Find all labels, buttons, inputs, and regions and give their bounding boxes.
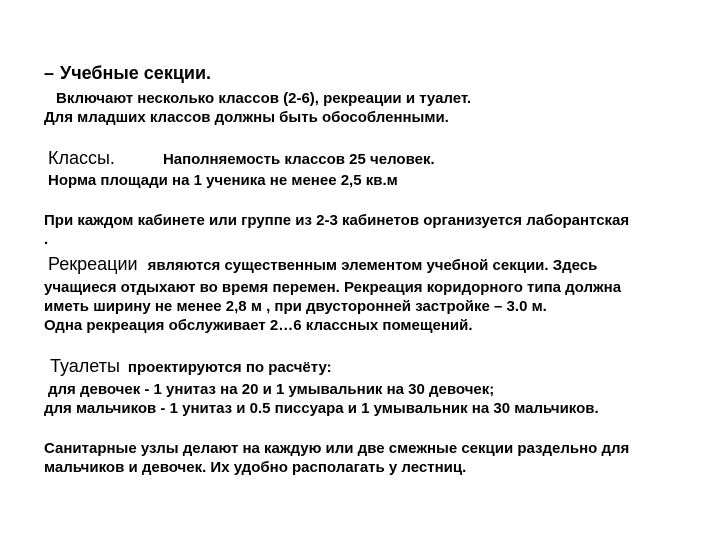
- classes-row: [48, 149, 435, 169]
- section-title: [44, 62, 211, 84]
- title-dash: –: [44, 63, 55, 83]
- toilets-row: [50, 357, 332, 377]
- sanitary-line-2: мальчиков и девочек. Их удобно располагать у лестниц.: [44, 459, 467, 476]
- recreations-line-2: учащиеся отдыхают во время перемен. Рекреация коридорного типа должна: [44, 279, 622, 296]
- classes-line-1: Наполняемость классов 25 человек.: [162, 151, 435, 168]
- recreations-line-1: являются существенным элементом учебной секции. Здесь: [147, 257, 598, 274]
- intro-line-1: Включают несколько классов (2-6), рекреации и туалет.: [56, 90, 472, 107]
- toilets-heading: Туалеты: [50, 356, 120, 376]
- toilets-line-2: для девочек - 1 унитаз на 20 и 1 умывальник на 30 девочек;: [48, 381, 495, 398]
- classes-line-2: Норма площади на 1 ученика не менее 2,5 кв.м: [48, 172, 398, 189]
- classes-heading: Классы.: [48, 148, 115, 168]
- intro-line-2: Для младших классов должны быть обособленными.: [44, 109, 449, 126]
- recreations-heading: Рекреации: [48, 254, 138, 274]
- recreations-line-3: иметь ширину не менее 2,8 м , при двусторонней застройке – 3.0 м.: [44, 298, 547, 315]
- recreations-row: [48, 255, 597, 275]
- lab-line-1: При каждом кабинете или группе из 2-3 кабинетов организуется лаборантская: [44, 212, 630, 229]
- toilets-line-1: проектируются по расчёту:: [127, 359, 332, 376]
- sanitary-line-1: Санитарные узлы делают на каждую или две смежные секции раздельно для: [44, 440, 630, 457]
- toilets-line-3: для мальчиков - 1 унитаз и 0.5 писсуара и 1 умывальник на 30 мальчиков.: [44, 400, 599, 417]
- title-text: Учебные секции.: [60, 63, 212, 83]
- lab-line-2: .: [44, 231, 49, 248]
- recreations-line-4: Одна рекреация обслуживает 2…6 классных помещений.: [44, 317, 473, 334]
